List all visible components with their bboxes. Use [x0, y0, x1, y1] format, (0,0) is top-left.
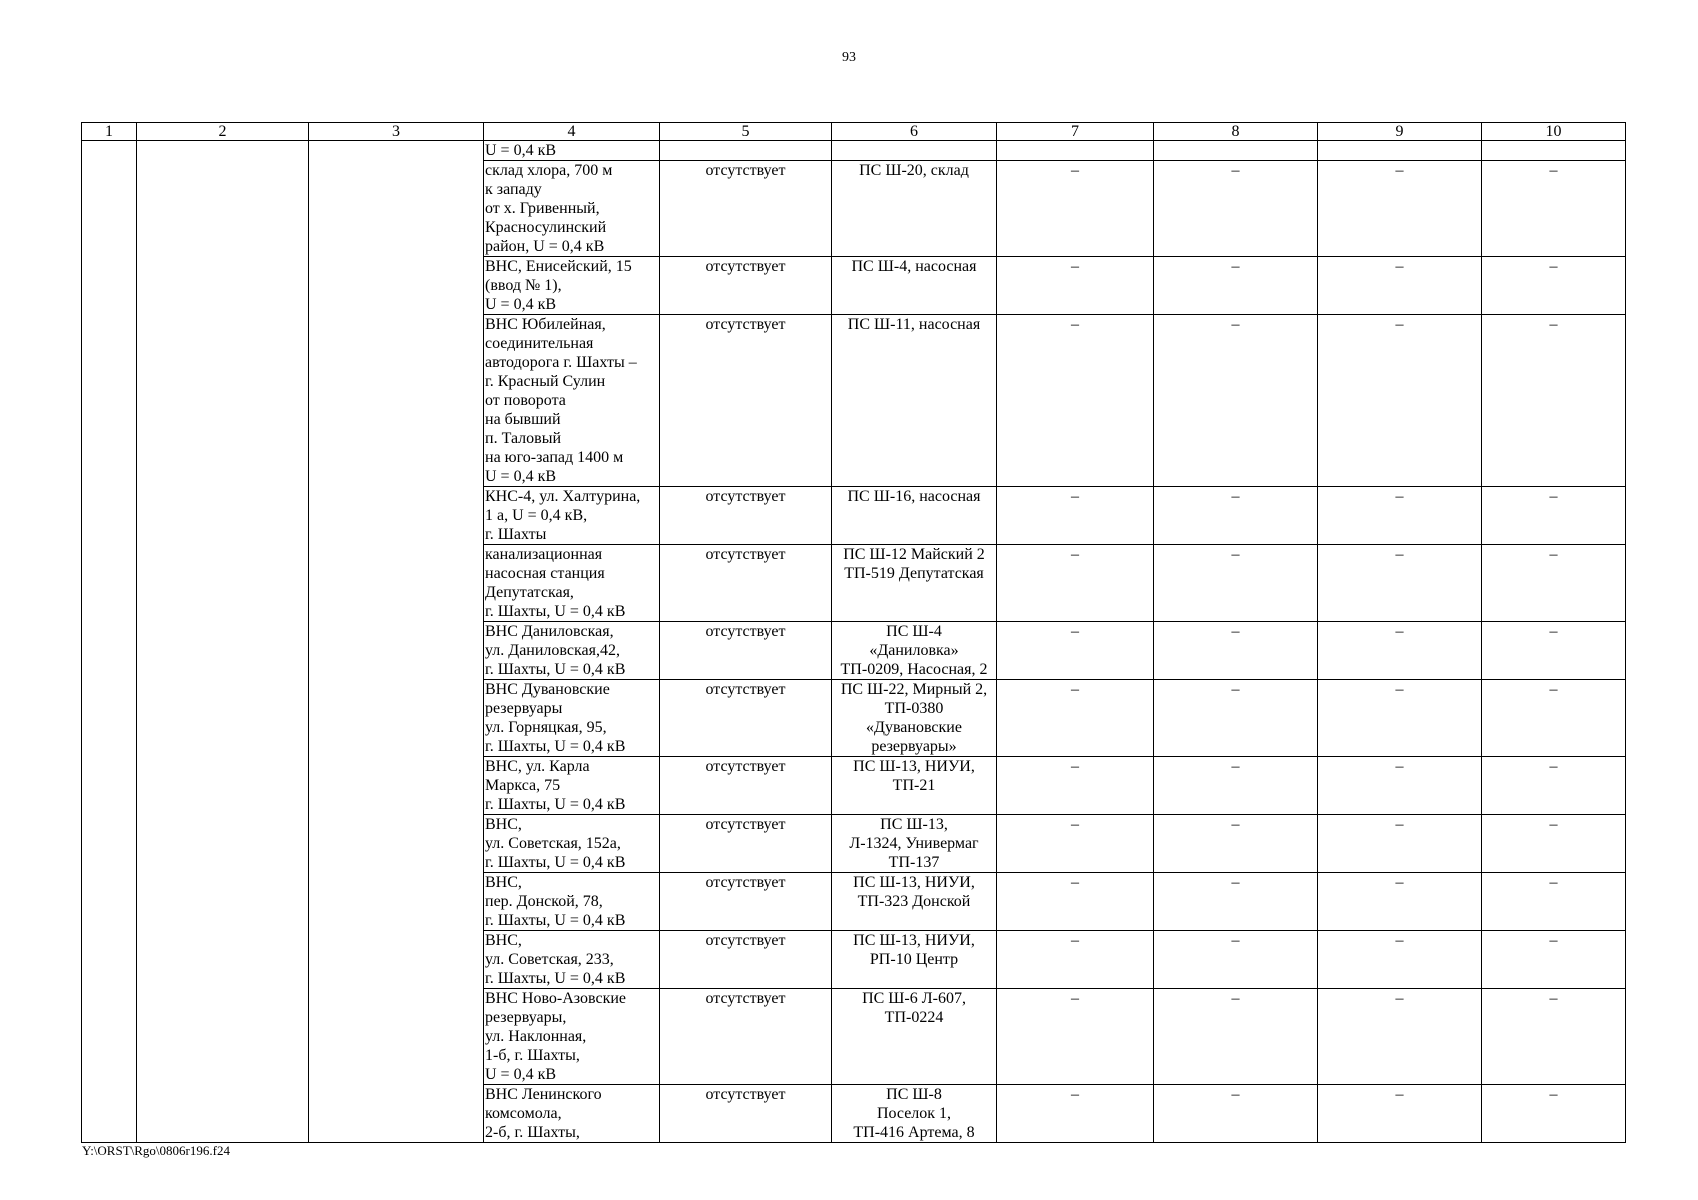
- cell-col9-dash: –: [1318, 161, 1482, 257]
- cell-line: ВНС Ново-Азовские: [485, 990, 627, 1007]
- cell-substation: [832, 161, 997, 257]
- cell-line: U = 0,4 кВ: [485, 296, 557, 313]
- cell-col9-dash: –: [1318, 257, 1482, 315]
- table-body: [82, 141, 1626, 1143]
- cell-substation: [832, 757, 997, 815]
- cell-col7-dash: –: [997, 1085, 1154, 1143]
- cell-line: Поселок 1,: [876, 1105, 952, 1122]
- header-col-6: 6: [832, 123, 997, 141]
- cell-line: ПС Ш-8: [886, 1086, 942, 1103]
- table-row-continued: [82, 141, 1626, 161]
- cell-object-name: [484, 757, 660, 815]
- cell-object-name: [484, 161, 660, 257]
- cell-line: ТП-137: [888, 854, 940, 871]
- cell-col10-dash: –: [1482, 622, 1626, 680]
- cell-line: г. Шахты, U = 0,4 кВ: [485, 603, 626, 620]
- cell-line: комсомола,: [485, 1105, 562, 1122]
- cell-substation: [832, 815, 997, 873]
- cell-col8-dash: –: [1154, 989, 1318, 1085]
- cell-empty: [832, 141, 997, 161]
- cell-col10-dash: –: [1482, 931, 1626, 989]
- cell-line: г. Шахты, U = 0,4 кВ: [485, 854, 626, 871]
- cell-line: 1 а, U = 0,4 кВ,: [485, 507, 588, 524]
- cell-col8-dash: –: [1154, 757, 1318, 815]
- cell-line: ПС Ш-11, насосная: [847, 316, 981, 333]
- cell-line: резервуары: [485, 700, 563, 717]
- cell-col-3-merged: [309, 141, 484, 1143]
- cell-object-name: [484, 1085, 660, 1143]
- cell-substation: [832, 873, 997, 931]
- cell-object-name: [484, 873, 660, 931]
- cell-col10-dash: –: [1482, 161, 1626, 257]
- cell-line: «Дувановские: [866, 719, 962, 736]
- cell-line: г. Красный Сулин: [485, 373, 606, 390]
- cell-object-name: [484, 315, 660, 487]
- cell-col9-dash: –: [1318, 815, 1482, 873]
- cell-line: пер. Донской, 78,: [485, 893, 603, 910]
- cell-line: «Даниловка»: [869, 642, 959, 659]
- cell-col10-dash: –: [1482, 815, 1626, 873]
- header-col-3: 3: [309, 123, 484, 141]
- header-col-9: 9: [1318, 123, 1482, 141]
- cell-status: отсутствует: [660, 315, 832, 487]
- cell-status: отсутствует: [660, 931, 832, 989]
- cell-object-name: [484, 622, 660, 680]
- cell-line: район, U = 0,4 кВ: [485, 238, 605, 255]
- cell-substation: [832, 989, 997, 1085]
- cell-status: отсутствует: [660, 757, 832, 815]
- cell-line: ТП-21: [892, 777, 936, 794]
- cell-col8-dash: –: [1154, 873, 1318, 931]
- cell-col7-dash: –: [997, 815, 1154, 873]
- cell-col8-dash: –: [1154, 622, 1318, 680]
- cell-line: ТП-0224: [884, 1009, 944, 1026]
- cell-object-name: [484, 487, 660, 545]
- cell-line: 2-б, г. Шахты,: [485, 1124, 580, 1141]
- cell-status: отсутствует: [660, 873, 832, 931]
- cell-line: Л-1324, Универмаг: [849, 835, 979, 852]
- cell-object-name: [484, 257, 660, 315]
- cell-col-2-merged: [137, 141, 309, 1143]
- cell-line: ВНС Даниловская,: [485, 623, 614, 640]
- cell-line: 1-б, г. Шахты,: [485, 1047, 580, 1064]
- cell-col8-dash: –: [1154, 545, 1318, 622]
- cell-col8-dash: –: [1154, 257, 1318, 315]
- cell-col7-dash: –: [997, 315, 1154, 487]
- cell-col9-dash: –: [1318, 680, 1482, 757]
- cell-line: канализационная: [485, 546, 603, 563]
- cell-object-name: [484, 931, 660, 989]
- cell-col8-dash: –: [1154, 680, 1318, 757]
- cell-line: п. Таловый: [485, 430, 562, 447]
- cell-line: ВНС,: [485, 932, 522, 949]
- cell-line: ул. Советская, 152а,: [485, 835, 621, 852]
- cell-line: г. Шахты, U = 0,4 кВ: [485, 796, 626, 813]
- cell-line: ВНС Дувановские: [485, 681, 610, 698]
- cell-substation: [832, 257, 997, 315]
- cell-col8-dash: –: [1154, 815, 1318, 873]
- cell-col9-dash: –: [1318, 487, 1482, 545]
- cell-line: КНС-4, ул. Халтурина,: [485, 488, 641, 505]
- cell-line: ПС Ш-13, НИУИ,: [853, 932, 975, 949]
- cell-status: отсутствует: [660, 1085, 832, 1143]
- cell-col10-dash: –: [1482, 315, 1626, 487]
- data-table: [81, 122, 1626, 1143]
- cell-col7-dash: –: [997, 161, 1154, 257]
- cell-line: ПС Ш-13, НИУИ,: [853, 758, 975, 775]
- cell-object-name: [484, 545, 660, 622]
- cell-line: г. Шахты: [485, 526, 547, 543]
- cell-line: резервуары»: [871, 738, 957, 755]
- cell-col7-dash: –: [997, 487, 1154, 545]
- cell-line: г. Шахты, U = 0,4 кВ: [485, 661, 626, 678]
- cell-line: ВНС,: [485, 816, 522, 833]
- cell-col9-dash: –: [1318, 315, 1482, 487]
- header-col-4: 4: [484, 123, 660, 141]
- cell-substation: [832, 680, 997, 757]
- cell-line: (ввод № 1),: [485, 277, 562, 294]
- cell-col7-dash: –: [997, 931, 1154, 989]
- cell-line: к западу: [485, 181, 542, 198]
- header-col-8: 8: [1154, 123, 1318, 141]
- cell-line: насосная станция: [485, 565, 605, 582]
- cell-line: резервуары,: [485, 1009, 567, 1026]
- cell-col8-dash: –: [1154, 1085, 1318, 1143]
- cell-line: ТП-0209, Насосная, 2: [840, 661, 988, 678]
- cell-line: U = 0,4 кВ: [485, 142, 557, 159]
- cell-status: отсутствует: [660, 487, 832, 545]
- cell-col9-dash: –: [1318, 931, 1482, 989]
- cell-line: ПС Ш-6 Л-607,: [862, 990, 966, 1007]
- cell-line: ТП-0380: [884, 700, 944, 717]
- cell-col9-dash: –: [1318, 873, 1482, 931]
- cell-substation: [832, 931, 997, 989]
- cell-col10-dash: –: [1482, 873, 1626, 931]
- cell-line: от х. Гривенный,: [485, 200, 600, 217]
- cell-empty: [660, 141, 832, 161]
- cell-col10-dash: –: [1482, 257, 1626, 315]
- cell-line: от поворота: [485, 392, 566, 409]
- cell-col7-dash: –: [997, 989, 1154, 1085]
- cell-line: на бывший: [485, 411, 561, 428]
- cell-status: отсутствует: [660, 622, 832, 680]
- cell-line: ВНС, Енисейский, 15: [485, 258, 632, 275]
- cell-col8-dash: –: [1154, 315, 1318, 487]
- cell-line: г. Шахты, U = 0,4 кВ: [485, 970, 626, 987]
- cell-object-name: [484, 989, 660, 1085]
- cell-col7-dash: –: [997, 757, 1154, 815]
- cell-col7-dash: –: [997, 257, 1154, 315]
- cell-col7-dash: –: [997, 545, 1154, 622]
- cell-col9-dash: –: [1318, 757, 1482, 815]
- cell-line: ул. Советская, 233,: [485, 951, 614, 968]
- cell-line: U = 0,4 кВ: [485, 468, 557, 485]
- cell-line: ВНС,: [485, 874, 522, 891]
- cell-line: ул. Наклонная,: [485, 1028, 587, 1045]
- cell-object-continued: [484, 141, 660, 161]
- cell-line: ПС Ш-4, насосная: [851, 258, 977, 275]
- cell-line: соединительная: [485, 335, 594, 352]
- cell-line: ПС Ш-4: [886, 623, 942, 640]
- cell-status: отсутствует: [660, 545, 832, 622]
- cell-line: ПС Ш-12 Майский 2: [843, 546, 985, 563]
- cell-substation: [832, 545, 997, 622]
- header-col-10: 10: [1482, 123, 1626, 141]
- cell-line: ВНС, ул. Карла: [485, 758, 590, 775]
- cell-col9-dash: –: [1318, 622, 1482, 680]
- cell-empty: [1482, 141, 1626, 161]
- cell-col10-dash: –: [1482, 487, 1626, 545]
- cell-status: отсутствует: [660, 257, 832, 315]
- cell-col9-dash: –: [1318, 1085, 1482, 1143]
- header-col-2: 2: [137, 123, 309, 141]
- cell-line: склад хлора, 700 м: [485, 162, 613, 179]
- cell-substation: [832, 622, 997, 680]
- cell-col7-dash: –: [997, 680, 1154, 757]
- cell-line: ТП-323 Донской: [857, 893, 971, 910]
- cell-substation: [832, 487, 997, 545]
- cell-col10-dash: –: [1482, 545, 1626, 622]
- cell-line: ПС Ш-16, насосная: [847, 488, 981, 505]
- cell-status: отсутствует: [660, 161, 832, 257]
- cell-line: г. Шахты, U = 0,4 кВ: [485, 912, 626, 929]
- cell-line: ул. Горняцкая, 95,: [485, 719, 607, 736]
- header-col-5: 5: [660, 123, 832, 141]
- cell-line: Депутатская,: [485, 584, 574, 601]
- cell-empty: [1154, 141, 1318, 161]
- cell-substation: [832, 315, 997, 487]
- cell-line: РП-10 Центр: [869, 951, 959, 968]
- header-row: [82, 123, 1626, 141]
- cell-line: ПС Ш-13,: [880, 816, 948, 833]
- cell-substation: [832, 1085, 997, 1143]
- cell-col8-dash: –: [1154, 931, 1318, 989]
- cell-object-name: [484, 680, 660, 757]
- cell-line: Красносулинский: [485, 219, 607, 236]
- cell-line: ВНС Юбилейная,: [485, 316, 606, 333]
- cell-col10-dash: –: [1482, 680, 1626, 757]
- cell-col10-dash: –: [1482, 1085, 1626, 1143]
- cell-empty: [997, 141, 1154, 161]
- page-number: 93: [842, 50, 856, 65]
- cell-col10-dash: –: [1482, 757, 1626, 815]
- cell-status: отсутствует: [660, 680, 832, 757]
- cell-line: U = 0,4 кВ: [485, 1066, 557, 1083]
- cell-col8-dash: –: [1154, 161, 1318, 257]
- cell-status: отсутствует: [660, 989, 832, 1085]
- cell-col7-dash: –: [997, 873, 1154, 931]
- cell-line: ТП-416 Артема, 8: [853, 1124, 975, 1141]
- cell-line: ВНС Ленинского: [485, 1086, 602, 1103]
- cell-col-1-merged: [82, 141, 137, 1143]
- cell-col10-dash: –: [1482, 989, 1626, 1085]
- cell-line: ул. Даниловская,42,: [485, 642, 620, 659]
- cell-status: отсутствует: [660, 815, 832, 873]
- cell-line: ТП-519 Депутатская: [844, 565, 984, 582]
- cell-line: ПС Ш-13, НИУИ,: [853, 874, 975, 891]
- cell-col9-dash: –: [1318, 545, 1482, 622]
- footer-file-path: Y:\ORST\Rgo\0806r196.f24: [82, 1143, 230, 1158]
- cell-object-name: [484, 815, 660, 873]
- cell-empty: [1318, 141, 1482, 161]
- cell-col9-dash: –: [1318, 989, 1482, 1085]
- header-col-7: 7: [997, 123, 1154, 141]
- cell-line: автодорога г. Шахты –: [485, 354, 637, 371]
- cell-line: Маркса, 75: [485, 777, 561, 794]
- cell-line: ПС Ш-22, Мирный 2,: [840, 681, 988, 698]
- cell-line: ПС Ш-20, склад: [859, 162, 969, 179]
- cell-col8-dash: –: [1154, 487, 1318, 545]
- cell-col7-dash: –: [997, 622, 1154, 680]
- cell-line: на юго-запад 1400 м: [485, 449, 624, 466]
- cell-line: г. Шахты, U = 0,4 кВ: [485, 738, 626, 755]
- header-col-1: 1: [82, 123, 137, 141]
